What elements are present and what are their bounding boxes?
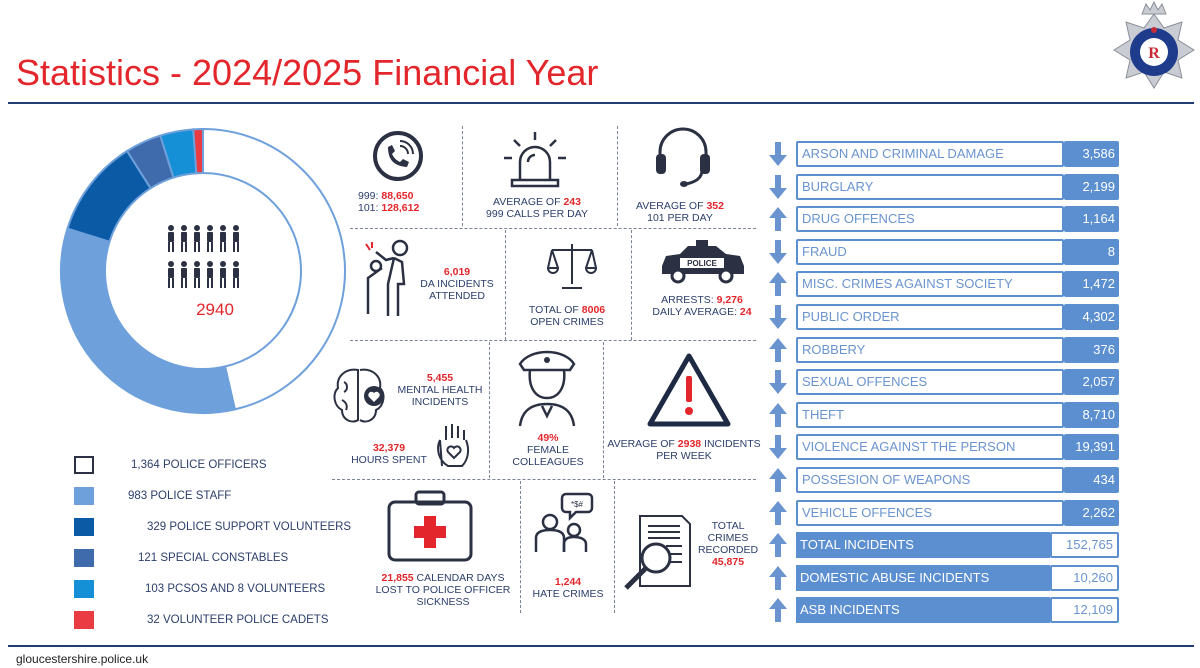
- hate-speech-icon: [532, 490, 594, 554]
- arrow-up-icon: [768, 565, 788, 591]
- crime-category: BURGLARY: [796, 174, 1064, 200]
- domestic-abuse-icon: [362, 238, 412, 320]
- crime-value: 2,262: [1064, 500, 1119, 526]
- police-car-label: POLICE: [687, 259, 717, 268]
- arrow-down-icon: [768, 434, 788, 460]
- crime-value: 19,391: [1064, 434, 1119, 460]
- arrow-up-icon: [768, 532, 788, 558]
- legend-label: 983 POLICE STAFF: [128, 490, 232, 502]
- arrow-up-icon: [768, 597, 788, 623]
- divider: [617, 126, 618, 226]
- crime-value: 434: [1064, 467, 1119, 493]
- svg-text:*$#: *$#: [570, 500, 584, 509]
- calls-stat: 999: 88,650 101: 128,612: [358, 190, 420, 214]
- divider: [520, 481, 521, 613]
- police-car-icon: [658, 236, 746, 284]
- headset-icon: [652, 124, 714, 190]
- crime-category: VEHICLE OFFENCES: [796, 500, 1064, 526]
- divider: [332, 479, 756, 480]
- crime-category: VIOLENCE AGAINST THE PERSON: [796, 434, 1064, 460]
- da-incidents-stat: 6,019 DA INCIDENTS ATTENDED: [420, 266, 494, 302]
- crime-category: ROBBERY: [796, 337, 1064, 363]
- crime-value: 1,472: [1064, 271, 1119, 297]
- legend-swatch: [74, 611, 94, 629]
- arrow-up-icon: [768, 337, 788, 363]
- female-colleagues-stat: 49% FEMALE COLLEAGUES: [512, 432, 584, 468]
- divider: [614, 481, 615, 613]
- open-crimes-stat: TOTAL OF 8006 OPEN CRIMES: [528, 304, 606, 328]
- legend-swatch: [74, 549, 94, 567]
- arrow-up-icon: [768, 206, 788, 232]
- legend-label: 103 PCSOS AND 8 VOLUNTEERS: [145, 583, 326, 595]
- crime-value: 2,199: [1064, 174, 1119, 200]
- header-divider: [8, 102, 1194, 104]
- arrow-up-icon: [768, 271, 788, 297]
- document-search-icon: [622, 514, 694, 592]
- brain-heart-icon: [330, 366, 388, 428]
- scales-of-justice-icon: [546, 240, 598, 292]
- crime-value: 376: [1064, 337, 1119, 363]
- first-aid-kit-icon: [386, 488, 474, 564]
- workforce-total: 2940: [196, 300, 234, 319]
- crime-category: DRUG OFFENCES: [796, 206, 1064, 232]
- hand-heart-icon: [434, 420, 474, 468]
- legend-swatch: [74, 580, 94, 598]
- female-officer-icon: [516, 346, 578, 428]
- legend-label: 329 POLICE SUPPORT VOLUNTEERS: [147, 521, 352, 533]
- calls-999-stat: AVERAGE OF 243 999 CALLS PER DAY: [486, 196, 588, 220]
- total-category: TOTAL INCIDENTS: [796, 532, 1050, 558]
- hours-spent-stat: 32,379 HOURS SPENT: [351, 442, 427, 466]
- arrow-down-icon: [768, 141, 788, 167]
- divider: [631, 230, 632, 340]
- divider: [603, 342, 604, 478]
- total-category: ASB INCIDENTS: [796, 597, 1050, 623]
- crime-category: ARSON AND CRIMINAL DAMAGE: [796, 141, 1064, 167]
- arrow-down-icon: [768, 239, 788, 265]
- footer-divider: [8, 645, 1194, 647]
- crime-category: MISC. CRIMES AGAINST SOCIETY: [796, 271, 1064, 297]
- total-value: 152,765: [1050, 532, 1119, 558]
- calls-101-stat: AVERAGE OF 352 101 PER DAY: [636, 200, 724, 224]
- arrests-stat: ARRESTS: 9,276 DAILY AVERAGE: 24: [652, 294, 752, 318]
- crime-value: 4,302: [1064, 304, 1119, 330]
- arrow-up-icon: [768, 467, 788, 493]
- legend-swatch: [74, 518, 94, 536]
- page-title: Statistics - 2024/2025 Financial Year: [16, 52, 599, 93]
- crime-value: 1,164: [1064, 206, 1119, 232]
- crime-value: 3,586: [1064, 141, 1119, 167]
- crime-value: 2,057: [1064, 369, 1119, 395]
- crime-category: FRAUD: [796, 239, 1064, 265]
- crime-category: THEFT: [796, 402, 1064, 428]
- svg-text:R: R: [1148, 45, 1160, 62]
- crime-category: PUBLIC ORDER: [796, 304, 1064, 330]
- legend-label: 1,364 POLICE OFFICERS: [131, 459, 267, 471]
- arrow-up-icon: [768, 500, 788, 526]
- crime-value: 8: [1064, 239, 1119, 265]
- weekly-incidents-stat: AVERAGE OF 2938 INCIDENTS PER WEEK: [607, 438, 761, 462]
- legend-label: 121 SPECIAL CONSTABLES: [138, 552, 289, 564]
- arrow-down-icon: [768, 174, 788, 200]
- arrow-down-icon: [768, 304, 788, 330]
- divider: [462, 126, 463, 226]
- phone-call-icon: [372, 130, 424, 182]
- total-value: 12,109: [1050, 597, 1119, 623]
- total-category: DOMESTIC ABUSE INCIDENTS: [796, 565, 1050, 591]
- hate-crimes-stat: 1,244 HATE CRIMES: [532, 576, 604, 600]
- siren-icon: [500, 128, 570, 188]
- crimes-recorded-stat: TOTAL CRIMES RECORDED 45,875: [697, 520, 759, 568]
- crime-category: POSSESION OF WEAPONS: [796, 467, 1064, 493]
- divider: [350, 228, 756, 229]
- legend-swatch: [74, 487, 94, 505]
- constabulary-badge-logo: [1112, 0, 1196, 96]
- sickness-days-stat: 21,855 CALENDAR DAYS LOST TO POLICE OFFICER SICKNESS: [375, 572, 511, 608]
- arrow-up-icon: [768, 402, 788, 428]
- divider: [350, 340, 756, 341]
- crime-category: SEXUAL OFFENCES: [796, 369, 1064, 395]
- total-value: 10,260: [1050, 565, 1119, 591]
- mental-health-stat: 5,455 MENTAL HEALTH INCIDENTS: [397, 372, 483, 408]
- legend-swatch: [74, 456, 94, 474]
- people-icon: [166, 224, 266, 294]
- arrow-down-icon: [768, 369, 788, 395]
- footer-url: gloucestershire.police.uk: [16, 652, 149, 666]
- legend-label: 32 VOLUNTEER POLICE CADETS: [147, 614, 329, 626]
- warning-icon: [646, 352, 732, 428]
- crime-value: 8,710: [1064, 402, 1119, 428]
- divider: [489, 342, 490, 478]
- divider: [505, 230, 506, 340]
